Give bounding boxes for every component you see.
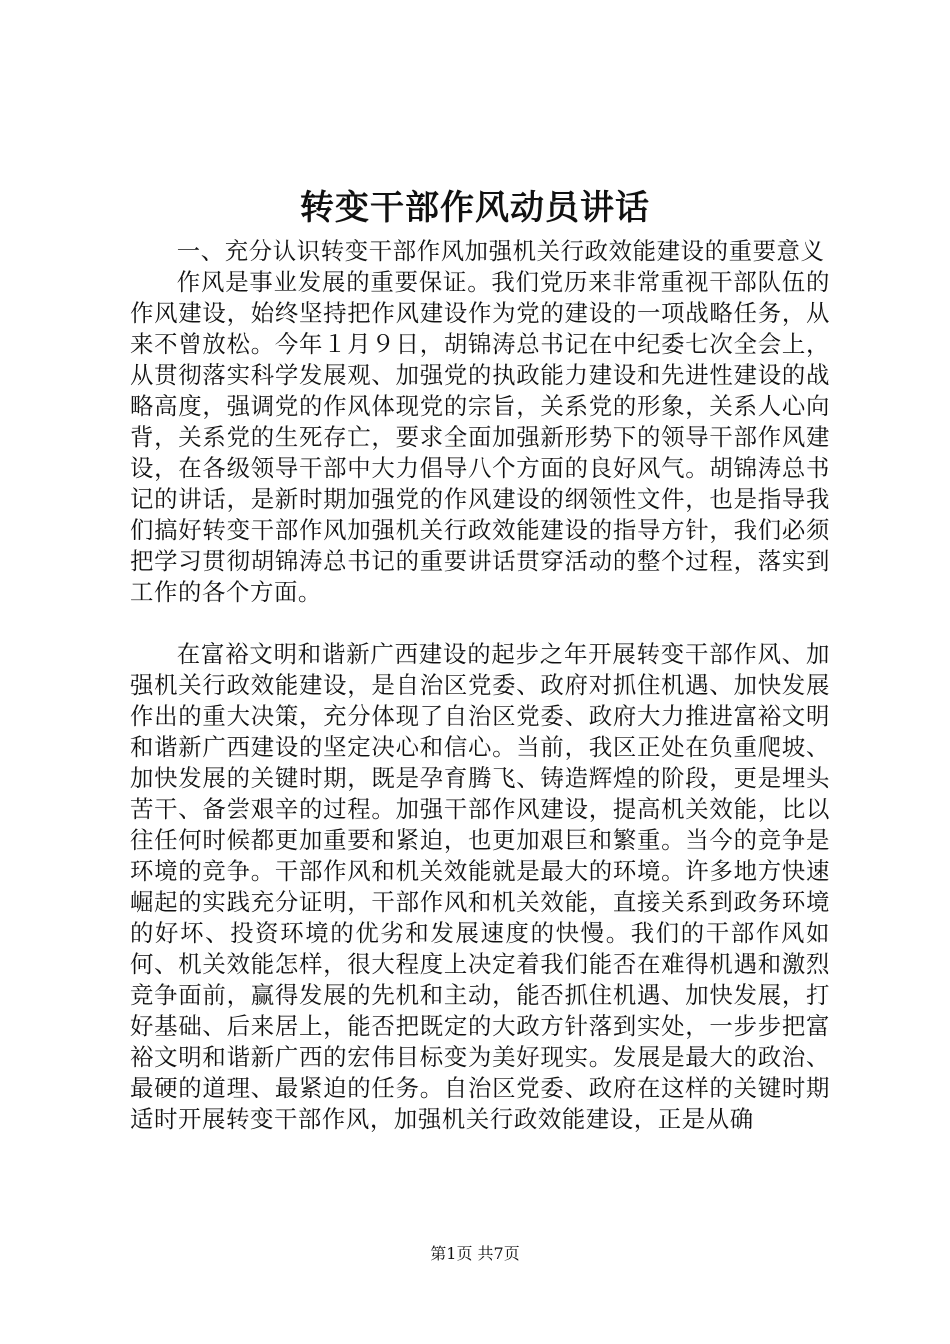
section-heading: 一、充分认识转变干部作风加强机关行政效能建设的重要意义 <box>176 237 825 265</box>
document-title: 转变干部作风动员讲话 <box>300 188 650 228</box>
body-paragraph: 在富裕文明和谐新广西建设的起步之年开展转变干部作风、加强机关行政效能建设，是自治区党委、政府对抓住机遇、加快发展作出的重大决策，充分体现了自治区党委、政府大力推进富裕文明和谐新广西建设的坚定决心和信心。当前，我区正处在负重爬坡、加快发展的关键时期，既是孕育腾飞、铸造辉煌的阶段，更是埋头苦干、备尝艰辛的过程。加强干部作风建设，提高机关效能，比以往任何时候都更加重要和紧迫，也更加艰巨和繁重。当今的竞争是环境的竞争。干部作风和机关效能就是最大的环境。许多地方快速崛起的实践充分证明，干部作风和机关效能，直接关系到政务环境的好坏、投资环境的优劣和发展速度的快慢。我们的干部作风如何、机关效能怎样，很大程度上决定着我们能否在难得机遇和激烈竞争面前，赢得发展的先机和主动，能否抓住机遇、加快发展，打好基础、后来居上，能否把既定的大政方针落到实处，一步步把富裕文明和谐新广西的宏伟目标变为美好现实。发展是最大的政治、最硬的道理、最紧迫的任务。自治区党委、政府在这样的关键时期适时开展转变干部作风，加强机关行政效能建设，正是从确 <box>130 640 830 1133</box>
document-body <box>130 236 830 1135</box>
body-paragraph: 作风是事业发展的重要保证。我们党历来非常重视干部队伍的作风建设，始终坚持把作风建设作为党的建设的一项战略任务，从来不曾放松。今年１月９日，胡锦涛总书记在中纪委七次全会上，从贯彻落实科学发展观、加强党的执政能力建设和先进性建设的战略高度，强调党的作风体现党的宗旨，关系党的形象，关系人心向背，关系党的生死存亡，要求全面加强新形势下的领导干部作风建设，在各级领导干部中大力倡导八个方面的良好风气。胡锦涛总书记的讲话，是新时期加强党的作风建设的纲领性文件，也是指导我们搞好转变干部作风加强机关行政效能建设的指导方针，我们必须把学习贯彻胡锦涛总书记的重要讲话贯穿活动的整个过程，落实到工作的各个方面。 <box>130 268 830 606</box>
page-footer: 第1页 共7页 <box>430 1244 520 1263</box>
